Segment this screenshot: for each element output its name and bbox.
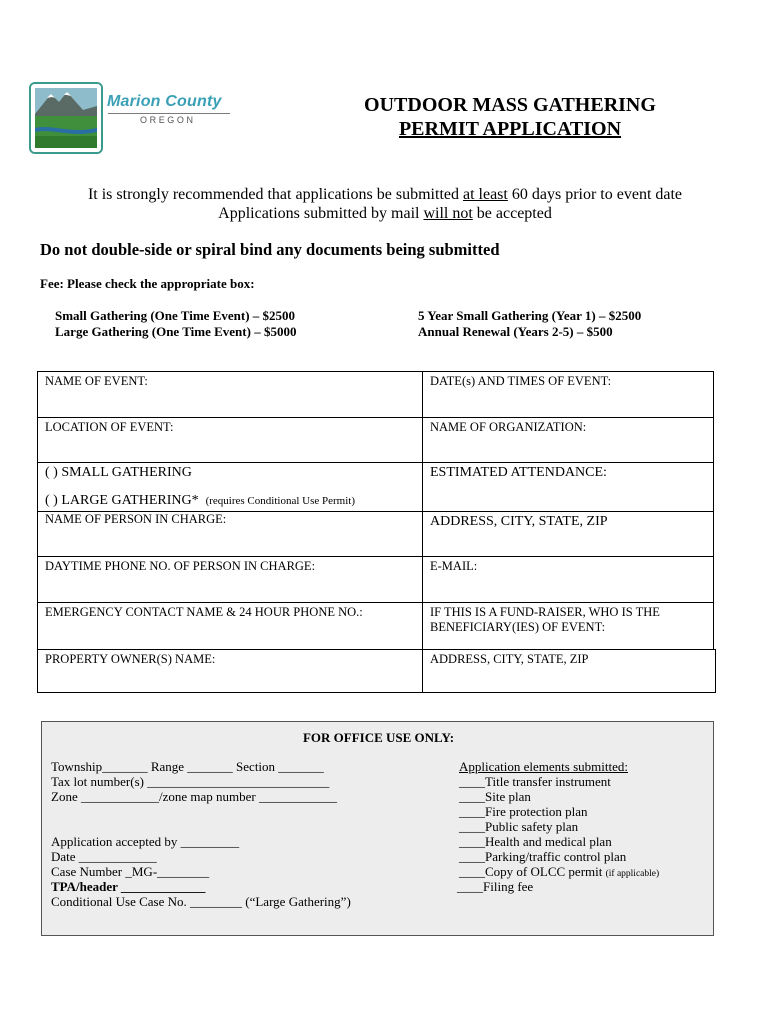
organization-name-field[interactable]: NAME OF ORGANIZATION: — [430, 420, 587, 434]
office-use-section — [41, 721, 714, 936]
intro-line-1: It is strongly recommended that applications be submitted at least 60 days prior to event date — [87, 186, 683, 203]
page-title-line2: PERMIT APPLICATION — [398, 118, 622, 140]
logo-county-name: Marion County — [107, 93, 222, 110]
element-parking-traffic: ____Parking/traffic control plan — [459, 849, 627, 864]
zone-line: Zone ____________/zone map number ____________ — [51, 789, 337, 804]
element-filing-fee: ____Filing fee — [457, 879, 534, 894]
intro-line-2: Applications submitted by mail will not be accepted — [218, 205, 552, 222]
tpa-header-line: TPA/header _____________ — [51, 879, 206, 894]
fee-option-label: Annual Renewal (Years 2-5) – $500 — [418, 324, 613, 339]
emergency-contact-field[interactable]: EMERGENCY CONTACT NAME & 24 HOUR PHONE NO.: — [45, 605, 363, 619]
fee-option-label: Large Gathering (One Time Event) – $5000 — [55, 324, 297, 339]
tax-lot-line: Tax lot number(s) ____________________________ — [51, 774, 330, 789]
element-public-safety: ____Public safety plan — [459, 819, 579, 834]
case-number-line: Case Number _MG-________ — [51, 864, 210, 879]
name-of-event-field[interactable]: NAME OF EVENT: — [45, 374, 148, 388]
fee-option-small-one-time[interactable] — [55, 308, 295, 324]
marion-county-logo — [29, 82, 103, 154]
logo-divider — [108, 113, 230, 114]
accepted-by-line: Application accepted by _________ — [51, 834, 240, 849]
small-gathering-option[interactable]: ( ) SMALL GATHERING — [45, 465, 192, 480]
element-title-transfer: ____Title transfer instrument — [459, 774, 611, 789]
date-line: Date ____________ — [51, 849, 157, 864]
event-dates-times-field[interactable]: DATE(s) AND TIMES OF EVENT: — [430, 374, 612, 388]
logo-state-name: OREGON — [140, 115, 196, 125]
large-gathering-option[interactable]: ( ) LARGE GATHERING* (requires Conditional Use Permit) — [45, 493, 355, 508]
property-owner-field[interactable]: PROPERTY OWNER(S) NAME: — [45, 652, 216, 666]
fee-option-annual-renewal[interactable] — [418, 324, 613, 340]
daytime-phone-field[interactable]: DAYTIME PHONE NO. OF PERSON IN CHARGE: — [45, 559, 316, 573]
olcc-note: (if applicable) — [605, 869, 660, 879]
fee-option-label: Small Gathering (One Time Event) – $2500 — [55, 308, 296, 323]
element-health-medical: ____Health and medical plan — [459, 834, 612, 849]
elements-heading: Application elements submitted: — [459, 759, 628, 774]
event-info-form — [37, 371, 714, 693]
binding-notice: Do not double-side or spiral bind any documents being submitted — [40, 240, 500, 259]
element-fire-protection: ____Fire protection plan — [459, 804, 588, 819]
fee-option-label: 5 Year Small Gathering (Year 1) – $2500 — [418, 308, 642, 323]
large-gathering-note: (requires Conditional Use Permit) — [205, 495, 355, 507]
event-location-field[interactable]: LOCATION OF EVENT: — [45, 420, 174, 434]
email-field[interactable]: E-MAIL: — [430, 559, 478, 573]
fee-prompt: Fee: Please check the appropriate box: — [40, 276, 255, 291]
page-title-line1: OUTDOOR MASS GATHERING — [364, 94, 656, 116]
fee-option-5-year-small[interactable] — [418, 308, 641, 324]
estimated-attendance-field[interactable]: ESTIMATED ATTENDANCE: — [430, 465, 607, 480]
conditional-use-line: Conditional Use Case No. ________ (“Large Gathering”) — [51, 894, 351, 909]
office-use-title: FOR OFFICE USE ONLY: — [302, 730, 455, 745]
owner-address-field[interactable]: ADDRESS, CITY, STATE, ZIP — [430, 652, 589, 666]
township-range-section-line: Township_______ Range _______ Section _______ — [51, 759, 324, 774]
person-in-charge-field[interactable]: NAME OF PERSON IN CHARGE: — [45, 512, 227, 526]
fundraiser-beneficiary-field[interactable]: IF THIS IS A FUND-RAISER, WHO IS THE BENEFICIARY(IES) OF EVENT: — [430, 605, 660, 634]
fee-option-large-one-time[interactable] — [55, 324, 296, 340]
person-address-field[interactable]: ADDRESS, CITY, STATE, ZIP — [430, 514, 608, 529]
landscape-icon — [31, 84, 101, 152]
element-site-plan: ____Site plan — [459, 789, 531, 804]
element-olcc-permit: ____Copy of OLCC permit (if applicable) — [459, 864, 660, 879]
